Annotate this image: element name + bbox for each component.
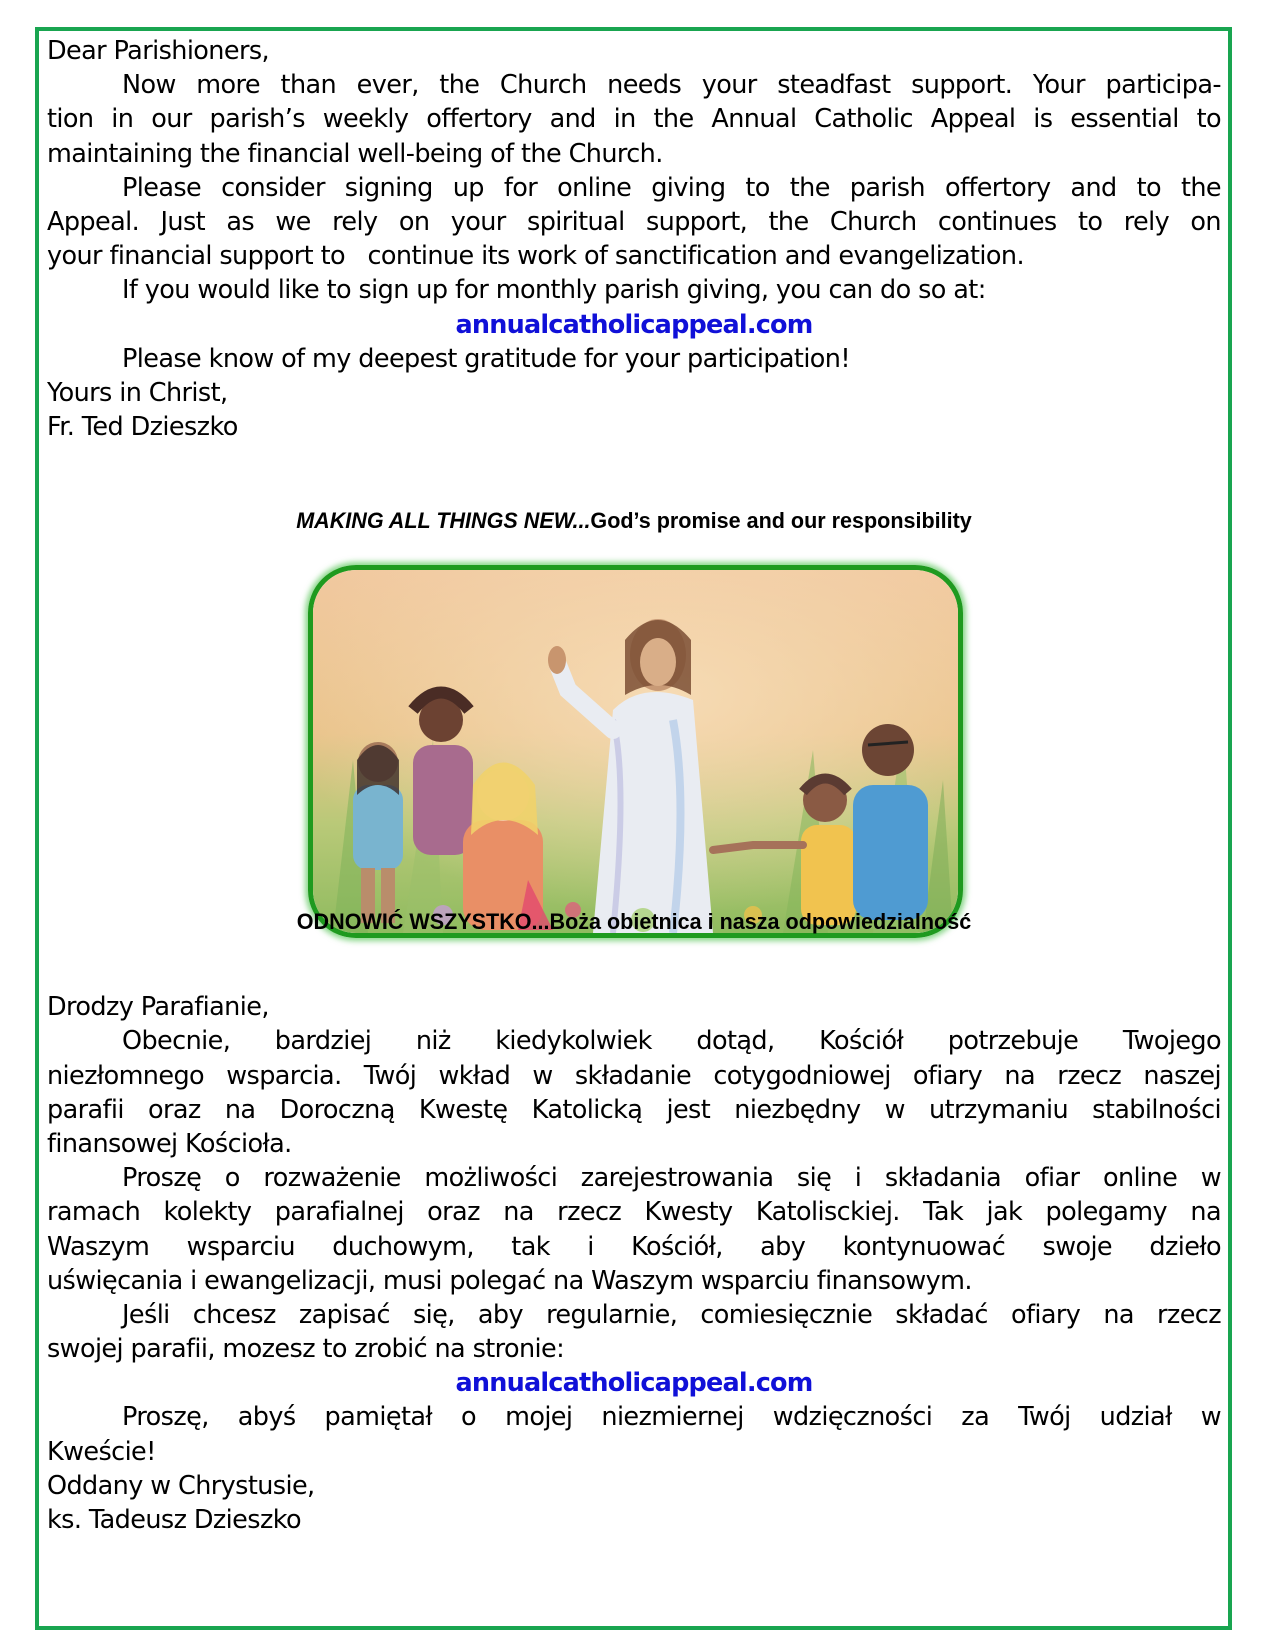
- english-p2-line2: Appeal. Just as we rely on your spiritual support, the Church continues to rely on: [47, 206, 1221, 237]
- english-p1-line3: maintaining the financial well-being of the Church.: [47, 138, 663, 169]
- polish-p2-line4: uświęcania i ewangelizacji, musi polegać na Waszym wsparciu finansowym.: [47, 1265, 972, 1296]
- polish-p2-line3: Waszym wsparciu duchowym, tak i Kościół, aby kontynuować swoje dzieło: [47, 1231, 1221, 1262]
- polish-closing: Oddany w Chrystusie,: [47, 1470, 315, 1501]
- polish-heading: ODNOWIĆ WSZYSTKO...Boża obietnica i nasza odpowiedzialność: [296, 909, 972, 934]
- english-p2-line3: your financial support to continue its work of sanctification and evangelization.: [47, 241, 1024, 272]
- english-heading-rest: God’s promise and our responsibility: [590, 508, 972, 534]
- polish-p1-line1: Obecnie, bardziej niż kiedykolwiek dotąd, Kościół potrzebuje Twojego: [122, 1026, 1221, 1057]
- english-p1-line2: tion in our parish’s weekly offertory and in the Annual Catholic Appeal is essential to: [47, 104, 1221, 135]
- polish-p1-line3: parafii oraz na Doroczną Kwestę Katolicką jest niezbędny w utrzymaniu stabilności: [47, 1094, 1221, 1125]
- polish-p1-line4: finansowej Kościoła.: [47, 1128, 292, 1159]
- polish-signature: ks. Tadeusz Dzieszko: [47, 1505, 301, 1535]
- jesus-with-children-painting: [308, 565, 963, 938]
- english-p3: If you would like to sign up for monthly parish giving, you can do so at:: [122, 275, 986, 306]
- polish-p2-line2: ramach kolekty parafialnej oraz na rzecz Kwesty Katolisckiej. Tak jak polegamy na: [47, 1197, 1221, 1228]
- english-appeal-link[interactable]: annualcatholicappeal.com: [455, 309, 813, 340]
- painting-illustration: [313, 570, 958, 933]
- english-p1-line1: Now more than ever, the Church needs your steadfast support. Your participa-: [122, 70, 1221, 101]
- polish-appeal-link[interactable]: annualcatholicappeal.com: [455, 1368, 813, 1399]
- english-heading-italic: MAKING ALL THINGS NEW...: [296, 508, 591, 534]
- polish-p3-line2: swojej parafii, mozesz to zrobić na stronie:: [47, 1334, 565, 1365]
- english-signature: Fr. Ted Dzieszko: [47, 412, 238, 443]
- english-p4: Please know of my deepest gratitude for your participation!: [122, 343, 850, 374]
- polish-p3-line1: Jeśli chcesz zapisać się, aby regularnie, comiesięcznie składać ofiary na rzecz: [122, 1299, 1221, 1330]
- polish-content: [47, 905, 1221, 1537]
- english-heading: [59, 504, 1210, 538]
- english-p2-line1: Please consider signing up for online giving to the parish offertory and to the: [122, 172, 1221, 203]
- polish-p1-line2: niezłomnego wsparcia. Twój wkład w składanie cotygodniowej ofiary na rzecz naszej: [47, 1060, 1221, 1091]
- english-salutation: Dear Parishioners,: [47, 36, 270, 66]
- polish-p4-line1: Proszę, abyś pamiętał o mojej niezmiernej wdzięczności za Twój udział w: [122, 1402, 1221, 1433]
- polish-salutation: Drodzy Parafianie,: [47, 992, 269, 1023]
- polish-p2-line1: Proszę o rozważenie możliwości zarejestrowania się i składania ofiar online w: [122, 1163, 1221, 1194]
- english-closing: Yours in Christ,: [47, 377, 228, 408]
- letter-content: [47, 34, 1221, 538]
- polish-p4-line2: Kweście!: [47, 1436, 156, 1467]
